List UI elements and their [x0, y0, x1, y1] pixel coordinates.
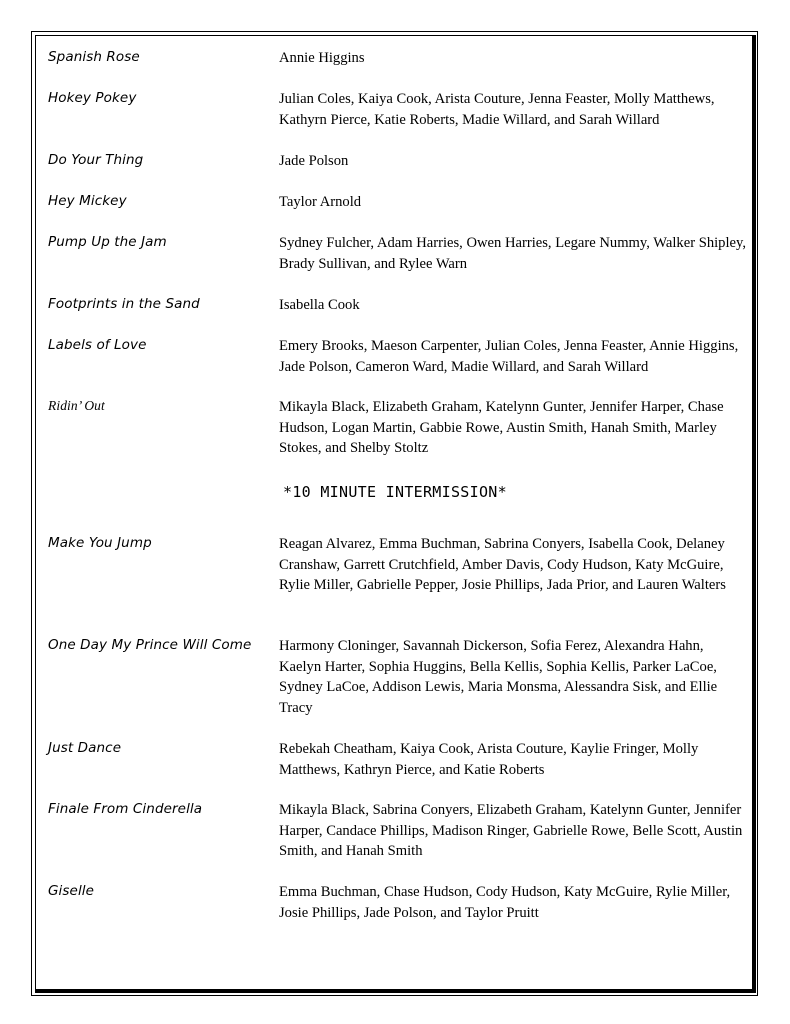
- dance-title: Spanish Rose: [48, 49, 140, 65]
- cast-list: Julian Coles, Kaiya Cook, Arista Couture, Jenna Feaster, Molly Matthews, Kathyrn Pierce, Katie Roberts, Madie Willard, and Sarah Willard: [279, 91, 715, 128]
- cast-list: Mikayla Black, Sabrina Conyers, Elizabeth Graham, Katelynn Gunter, Jennifer Harper, Candace Phillips, Madison Ringer, Gabrielle Rowe, Belle Scott, Austin Smith, and Hanah Smith: [279, 802, 743, 860]
- cast-list: Emery Brooks, Maeson Carpenter, Julian Coles, Jenna Feaster, Annie Higgins, Jade Polson, Cameron Ward, Madie Willard, and Sarah Willard: [279, 338, 739, 375]
- cast-list: Harmony Cloninger, Savannah Dickerson, Sofia Ferez, Alexandra Hahn, Kaelyn Harter, Sophia Huggins, Bella Kellis, Sophia Kellis, Parker LaCoe, Sydney LaCoe, Addison Lewis, Maria Monsma, Alessandra Sisk, and Ellie Tracy: [279, 638, 718, 716]
- dance-title: One Day My Prince Will Come: [48, 637, 252, 653]
- cast-list: Annie Higgins: [279, 50, 365, 66]
- dance-title: Just Dance: [48, 740, 122, 756]
- dance-title: Finale From Cinderella: [48, 801, 203, 817]
- cast-list: Reagan Alvarez, Emma Buchman, Sabrina Conyers, Isabella Cook, Delaney Cranshaw, Garrett Crutchfield, Amber Davis, Cody Hudson, Katy McGuire, Rylie Miller, Gabrielle Pepper, Josie Phillips, Jada Prior, and Lauren Walters: [279, 536, 726, 594]
- cast-list: Sydney Fulcher, Adam Harries, Owen Harries, Legare Nummy, Walker Shipley, Brady Sullivan, and Rylee Warn: [279, 235, 747, 272]
- dance-title: Hokey Pokey: [48, 90, 137, 106]
- dance-title: Giselle: [48, 883, 95, 899]
- cast-list: Isabella Cook: [279, 297, 360, 313]
- cast-list: Emma Buchman, Chase Hudson, Cody Hudson, Katy McGuire, Rylie Miller, Josie Phillips, Jade Polson, and Taylor Pruitt: [279, 884, 731, 921]
- dance-title: Ridin’ Out: [48, 398, 105, 413]
- cast-list: Taylor Arnold: [279, 194, 362, 210]
- dance-title: Make You Jump: [48, 535, 152, 551]
- dance-title: Pump Up the Jam: [48, 234, 167, 250]
- dance-title: Hey Mickey: [48, 193, 127, 209]
- intermission-heading: *10 MINUTE INTERMISSION*: [283, 483, 507, 501]
- cast-list: Mikayla Black, Elizabeth Graham, Katelynn Gunter, Jennifer Harper, Chase Hudson, Logan Martin, Gabbie Rowe, Austin Smith, Hanah Smith, Marley Stokes, and Shelby Stoltz: [279, 399, 724, 457]
- cast-list: Rebekah Cheatham, Kaiya Cook, Arista Couture, Kaylie Fringer, Molly Matthews, Kathryn Pierce, and Katie Roberts: [279, 741, 699, 778]
- dance-title: Do Your Thing: [48, 152, 144, 168]
- cast-list: Jade Polson: [279, 153, 349, 169]
- dance-title: Labels of Love: [48, 337, 147, 353]
- dance-title: Footprints in the Sand: [48, 296, 200, 312]
